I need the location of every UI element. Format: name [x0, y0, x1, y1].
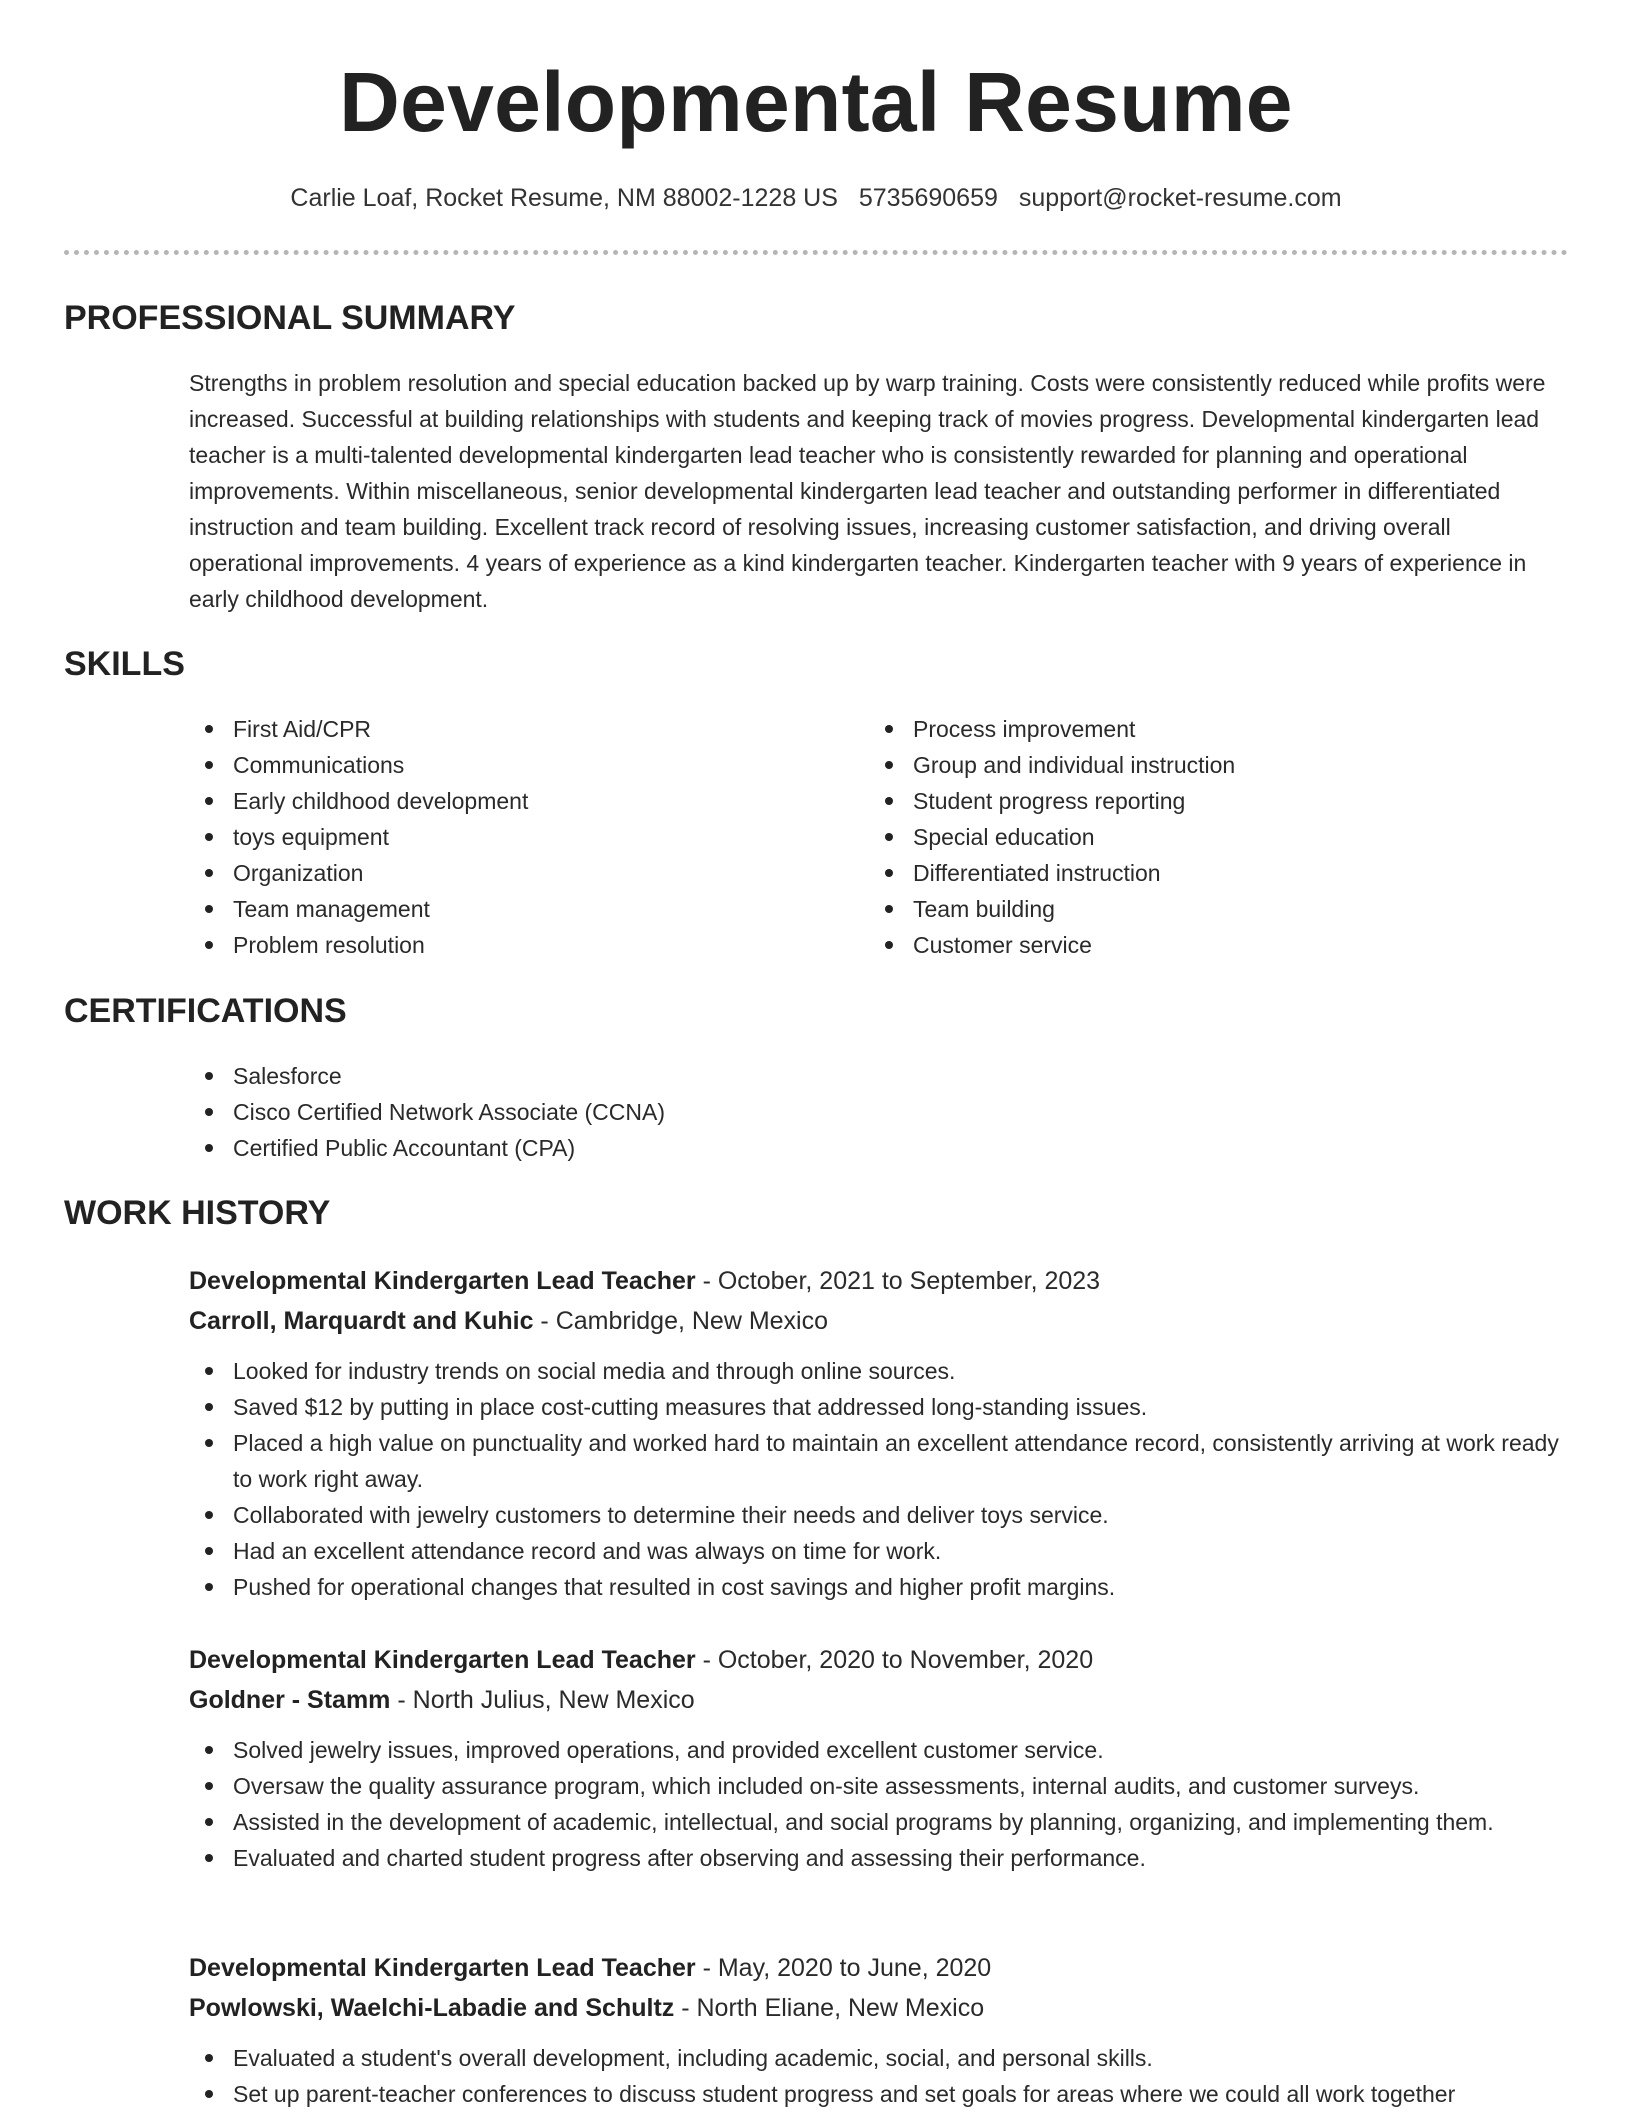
skill-item: Early childhood development — [189, 783, 809, 819]
job-company-line — [189, 1301, 1569, 1341]
job-entry — [189, 1640, 1569, 1876]
summary-text: Strengths in problem resolution and special education backed up by warp training. Costs were consistently reduced while profits were increased. Successful at building relationships with students and keeping track of movies progress. Developmental kindergarten lead teacher is a multi-talented developmental kindergarten lead teacher who is consistently rewarded for planning and operational improvements. Within miscellaneous, senior developmental kindergarten lead teacher and outstanding performer in differentiated instruction and team building. Excellent track record of resolving issues, increasing customer satisfaction, and driving overall operational improvements. 4 years of experience as a kind kindergarten teacher. Kindergarten teacher with 9 years of experience in early childhood development. — [189, 370, 1546, 612]
skill-item: Team building — [869, 891, 1549, 927]
job-title-line — [189, 1640, 1569, 1680]
skill-item: Process improvement — [869, 711, 1549, 747]
skill-item: Communications — [189, 747, 809, 783]
job-dates: - May, 2020 to June, 2020 — [695, 1954, 992, 1982]
job-title-line — [189, 1948, 1569, 1988]
job-title: Developmental Kindergarten Lead Teacher — [189, 1954, 696, 1982]
skill-item: Customer service — [869, 927, 1549, 963]
job-company-line — [189, 1988, 1569, 2028]
job-bullet: Evaluated a student's overall development, including academic, social, and personal skills. — [189, 2040, 1569, 2076]
certification-item: Certified Public Accountant (CPA) — [189, 1130, 1089, 1166]
certifications-list — [189, 1058, 1089, 1166]
job-location: - Cambridge, New Mexico — [533, 1307, 829, 1335]
job-bullet: Set up parent-teacher conferences to discuss student progress and set goals for areas where we could all work together — [189, 2076, 1569, 2112]
job-bullet: Placed a high value on punctuality and worked hard to maintain an excellent attendance record, consistently arriving at work ready to work right away. — [189, 1425, 1569, 1497]
job-bullet: Saved $12 by putting in place cost-cutting measures that addressed long-standing issues. — [189, 1389, 1569, 1425]
job-entry — [189, 1261, 1569, 1605]
certifications-block — [189, 1058, 1089, 1166]
contact-address: Carlie Loaf, Rocket Resume, NM 88002-1228 US — [290, 184, 838, 212]
work-history-heading: WORK HISTORY — [64, 1194, 331, 1232]
job-bullets — [189, 1353, 1569, 1605]
skills-heading: SKILLS — [64, 645, 185, 683]
job-bullet: Had an excellent attendance record and was always on time for work. — [189, 1533, 1569, 1569]
dotted-divider — [64, 250, 1568, 255]
job-location: - North Eliane, New Mexico — [674, 1994, 985, 2022]
skill-item: First Aid/CPR — [189, 711, 809, 747]
job-bullet: Oversaw the quality assurance program, which included on-site assessments, internal audits, and customer surveys. — [189, 1768, 1569, 1804]
skill-item: Group and individual instruction — [869, 747, 1549, 783]
job-dates: - October, 2021 to September, 2023 — [695, 1267, 1101, 1295]
skill-item: Special education — [869, 819, 1549, 855]
skill-item: Team management — [189, 891, 809, 927]
job-bullet: Assisted in the development of academic, intellectual, and social programs by planning, organizing, and implementing them. — [189, 1804, 1569, 1840]
skills-column-right — [869, 711, 1549, 963]
job-title: Developmental Kindergarten Lead Teacher — [189, 1267, 696, 1295]
job-title: Developmental Kindergarten Lead Teacher — [189, 1646, 696, 1674]
certification-item: Salesforce — [189, 1058, 1089, 1094]
job-bullet: Evaluated and charted student progress after observing and assessing their performance. — [189, 1840, 1569, 1876]
job-dates: - October, 2020 to November, 2020 — [695, 1646, 1094, 1674]
job-company: Carroll, Marquardt and Kuhic — [189, 1307, 534, 1335]
skill-item: Problem resolution — [189, 927, 809, 963]
job-title-line — [189, 1261, 1569, 1301]
skills-list-right — [869, 711, 1549, 963]
skill-item: Differentiated instruction — [869, 855, 1549, 891]
job-company: Goldner - Stamm — [189, 1686, 391, 1714]
certifications-heading: CERTIFICATIONS — [64, 992, 347, 1030]
job-bullets — [189, 1732, 1569, 1876]
job-location: - North Julius, New Mexico — [390, 1686, 695, 1714]
contact-email[interactable]: support@rocket-resume.com — [1018, 184, 1342, 212]
job-bullet: Solved jewelry issues, improved operations, and provided excellent customer service. — [189, 1732, 1569, 1768]
certification-item: Cisco Certified Network Associate (CCNA) — [189, 1094, 1089, 1130]
skills-list-left — [189, 711, 809, 963]
job-bullets — [189, 2040, 1569, 2112]
skill-item: Organization — [189, 855, 809, 891]
job-company-line — [189, 1680, 1569, 1720]
job-bullet: Collaborated with jewelry customers to determine their needs and deliver toys service. — [189, 1497, 1569, 1533]
job-bullet: Pushed for operational changes that resulted in cost savings and higher profit margins. — [189, 1569, 1569, 1605]
summary-heading: PROFESSIONAL SUMMARY — [64, 299, 516, 337]
job-company: Powlowski, Waelchi-Labadie and Schultz — [189, 1994, 675, 2022]
contact-line — [0, 180, 1632, 216]
job-bullet: Looked for industry trends on social media and through online sources. — [189, 1353, 1569, 1389]
resume-title: Developmental Resume — [339, 55, 1293, 149]
job-entry — [189, 1948, 1569, 2112]
skills-column-left — [189, 711, 809, 963]
skill-item: toys equipment — [189, 819, 809, 855]
contact-phone: 5735690659 — [858, 184, 998, 212]
skill-item: Student progress reporting — [869, 783, 1549, 819]
